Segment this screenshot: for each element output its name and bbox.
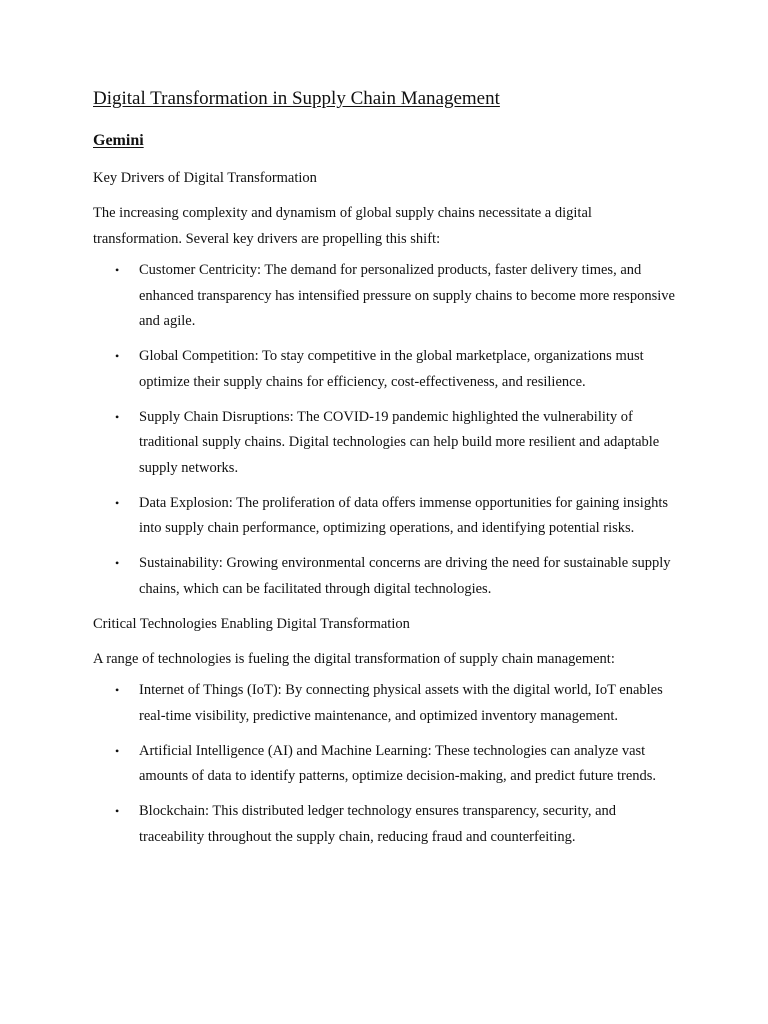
list-item-text: Artificial Intelligence (AI) and Machine Learning: These technologies can analyze vast amounts of data to identify patterns, optimize decision-making, and predict future trends.	[139, 742, 657, 784]
list-item-text: Blockchain: This distributed ledger technology ensures transparency, security, and traceability throughout the supply chain, reducing fraud and counterfeiting.	[139, 803, 617, 845]
bullet-icon: •	[115, 495, 120, 510]
list-item	[93, 258, 683, 335]
list-item	[93, 344, 683, 395]
list-item-text: Supply Chain Disruptions: The COVID-19 pandemic highlighted the vulnerability of traditional supply chains. Digital technologies can help build more resilient and adaptable supply networks.	[139, 408, 660, 476]
list-item	[93, 491, 683, 542]
list-item	[93, 405, 683, 482]
list-item-text: Global Competition: To stay competitive in the global marketplace, organizations must optimize their supply chains for efficiency, cost-effectiveness, and resilience.	[139, 348, 644, 390]
section-intro-key-drivers: The increasing complexity and dynamism of global supply chains necessitate a digital transformation. Several key drivers are propelling this shift:	[93, 205, 592, 247]
bullet-icon: •	[115, 683, 120, 697]
list-item-text: Customer Centricity: The demand for personalized products, faster delivery times, and enhanced transparency has intensified pressure on supply chains to become more responsive and agile.	[139, 262, 675, 329]
bullet-icon: •	[115, 409, 120, 424]
list-item-text: Data Explosion: The proliferation of data offers immense opportunities for gaining insights into supply chain performance, optimizing operations, and identifying potential risks.	[139, 494, 669, 536]
section-heading-critical-technologies: Critical Technologies Enabling Digital Transformation	[93, 615, 410, 632]
author-name: Gemini	[93, 132, 144, 149]
bullet-icon: •	[115, 263, 120, 277]
section-heading-key-drivers: Key Drivers of Digital Transformation	[93, 170, 317, 186]
bullet-icon: •	[115, 556, 120, 570]
list-item-text: Internet of Things (IoT): By connecting physical assets with the digital world, IoT enables real-time visibility, predictive maintenance, and optimized inventory management.	[139, 682, 663, 724]
key-drivers-list	[93, 258, 683, 602]
list-item	[93, 678, 683, 729]
list-item-text: Sustainability: Growing environmental concerns are driving the need for sustainable supply chains, which can be facilitated through digital technologies.	[139, 555, 671, 597]
critical-technologies-list	[93, 678, 683, 850]
section-intro-critical-technologies: A range of technologies is fueling the digital transformation of supply chain management:	[93, 650, 615, 667]
list-item	[93, 551, 683, 602]
bullet-icon: •	[115, 743, 120, 758]
document-content	[93, 86, 683, 860]
list-item	[93, 799, 683, 850]
bullet-icon: •	[115, 804, 120, 818]
bullet-icon: •	[115, 349, 120, 363]
list-item	[93, 739, 683, 790]
document-title: Digital Transformation in Supply Chain Management	[93, 88, 500, 109]
